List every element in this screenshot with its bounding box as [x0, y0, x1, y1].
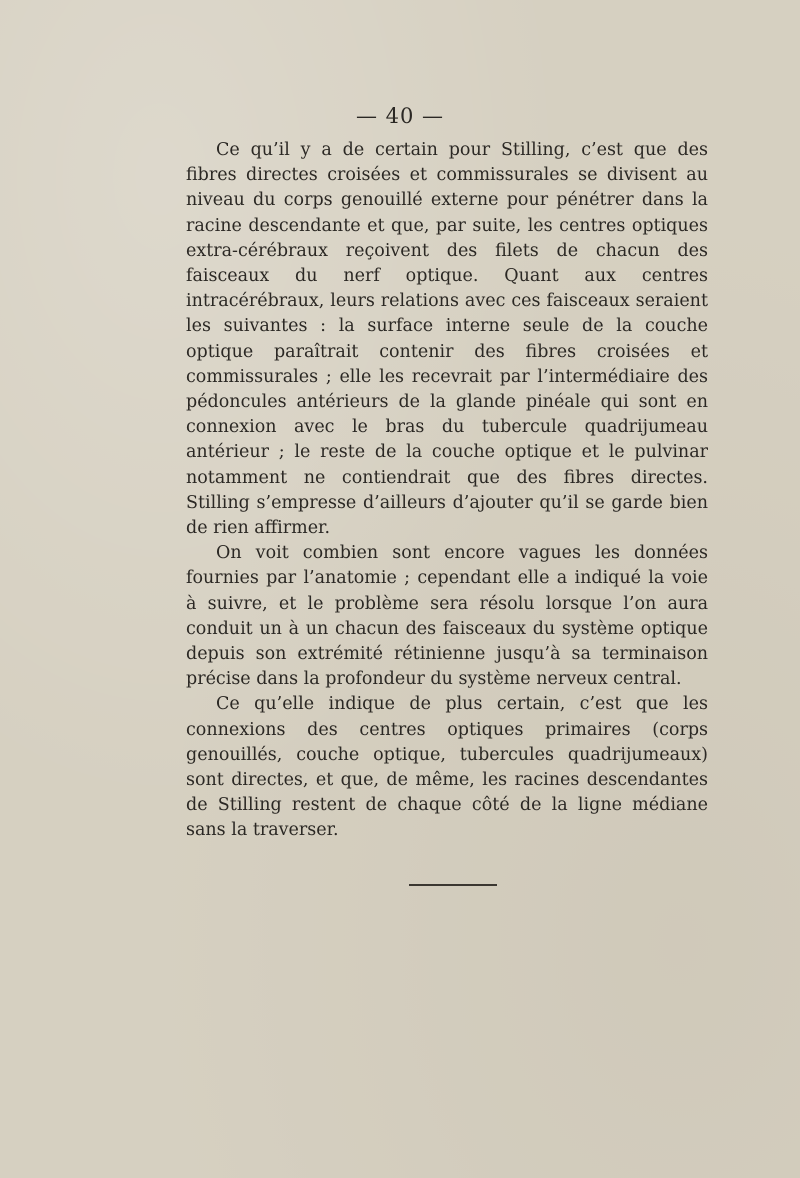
section-rule — [409, 884, 497, 886]
body-text — [186, 138, 708, 844]
paragraph-1: Ce qu’il y a de certain pour Stilling, c’est que des fibres directes croisées et commissurales se divisent au niveau du corps genouillé externe pour pénétrer dans la racine descendante et que, par suite, les centres optiques extra-cérébraux reçoivent des filets de chacun des faisceaux du nerf optique. Quant aux centres intracérébraux, leurs relations avec ces faisceaux seraient les suivantes : la surface interne seule de la couche optique paraîtrait contenir des fibres croisées et commissurales ; elle les recevrait par l’intermédiaire des pédoncules antérieurs de la glande pinéale qui sont en connexion avec le bras du tubercule quadrijumeau antérieur ; le reste de la couche optique et le pulvinar notamment ne contiendrait que des fibres directes. Stilling s’empresse d’ailleurs d’ajouter qu’il se garde bien de rien affirmer. — [186, 140, 708, 539]
page-number: — 40 — — [355, 104, 445, 128]
paragraph-3: Ce qu’elle indique de plus certain, c’est que les connexions des centres optiques primaires (corps genouillés, couche optique, tubercules quadrijumeaux) sont directes, et que, de même, les racines descendantes de Stilling restent de chaque côté de la ligne médiane sans la traverser. — [186, 694, 708, 841]
paragraph-2: On voit combien sont encore vagues les données fournies par l’anatomie ; cependant elle a indiqué la voie à suivre, et le problème sera résolu lorsque l’on aura conduit un à un chacun des faisceaux du système optique depuis son extrémité rétinienne jusqu’à sa terminaison précise dans la profondeur du système nerveux central. — [186, 543, 708, 690]
